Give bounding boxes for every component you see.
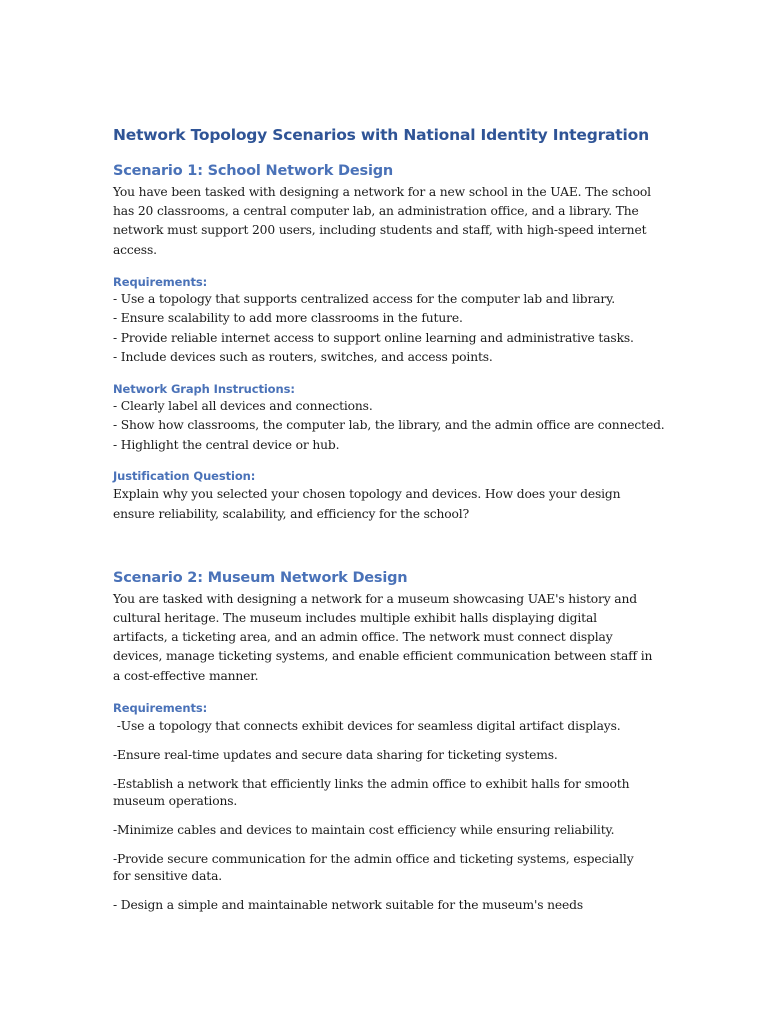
list-item: - Provide reliable internet access to support online learning and administrative tasks. [113, 330, 634, 345]
list-item: -Minimize cables and devices to maintain cost efficiency while ensuring reliability. [113, 822, 615, 837]
document-page [113, 124, 665, 914]
scenario-1-intro: You have been tasked with designing a network for a new school in the UAE. The school has 20 classrooms, a central computer lab, an administration office, and a library. The network must support 200 users, including students and staff, with high-speed internet access. [113, 185, 651, 257]
list-item: - Highlight the central device or hub. [113, 437, 340, 452]
scenario-2-requirements-heading: Requirements: [113, 700, 208, 715]
scenario-1-justification: Explain why you selected your chosen topology and devices. How does your design ensure reliability, scalability, and efficiency for the school? [113, 487, 621, 521]
list-item: -Use a topology that connects exhibit devices for seamless digital artifact displays. [113, 718, 621, 733]
scenario-2-intro: You are tasked with designing a network for a museum showcasing UAE's history and cultural heritage. The museum includes multiple exhibit halls displaying digital artifacts, a ticketing area, and an admin office. The network must connect display devices, manage ticketing systems, and enable efficient communication between staff in a cost-effective manner. [113, 591, 653, 683]
list-item: - Clearly label all devices and connections. [113, 398, 373, 413]
scenario-1-graph-list [113, 397, 665, 456]
list-item: - Include devices such as routers, switches, and access points. [113, 350, 493, 365]
list-item: - Ensure scalability to add more classrooms in the future. [113, 311, 463, 326]
list-item: -Ensure real-time updates and secure data sharing for ticketing systems. [113, 747, 558, 762]
list-item: - Show how classrooms, the computer lab, the library, and the admin office are connected. [113, 418, 665, 433]
document-title: Network Topology Scenarios with National Identity Integration [113, 126, 649, 144]
list-item: -Provide secure communication for the admin office and ticketing systems, especially for sensitive data. [113, 851, 634, 883]
scenario-1-justification-heading: Justification Question: [113, 469, 256, 484]
scenario-1-requirements-heading: Requirements: [113, 274, 208, 289]
scenario-2-heading: Scenario 2: Museum Network Design [113, 569, 408, 586]
list-item: -Establish a network that efficiently links the admin office to exhibit halls for smooth museum operations. [113, 776, 630, 808]
list-item: - Use a topology that supports centralized access for the computer lab and library. [113, 291, 616, 306]
scenario-1-requirements-list [113, 290, 653, 368]
scenario-1-heading: Scenario 1: School Network Design [113, 163, 394, 179]
list-item: - Design a simple and maintainable network suitable for the museum's needs [113, 897, 584, 912]
scenario-2-requirements-list [113, 718, 653, 914]
scenario-1-graph-heading: Network Graph Instructions: [113, 381, 295, 396]
